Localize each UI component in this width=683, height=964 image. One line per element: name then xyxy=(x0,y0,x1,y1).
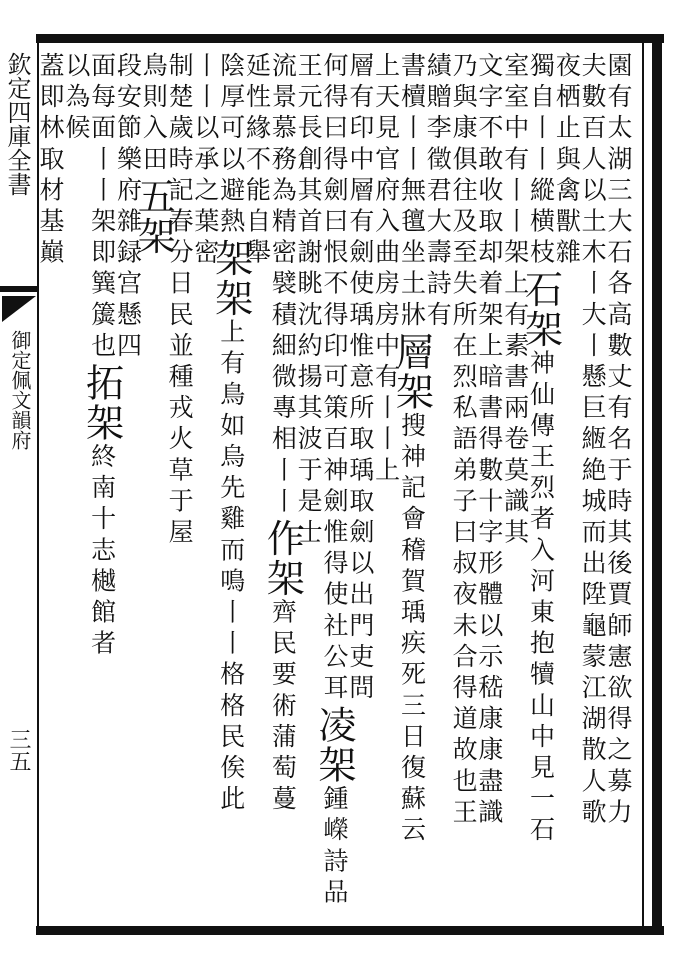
column-text: 陰厚可以避熱 xyxy=(216,52,246,239)
column-continuation: 搜神記會稽賀瑀疾死三日復蘇云 xyxy=(397,411,427,848)
column-continuation: 齊民要術蒲萄蔓 xyxy=(268,598,298,817)
column-text: 書櫝丨丨無氊坐土牀 xyxy=(397,52,427,332)
column-continuation: 終南十志樾館者 xyxy=(87,443,117,661)
column-text: 流景慕務為精密襞積細微專相丨丨 xyxy=(268,52,298,519)
column-text: 面每面丨丨架即簨簴也 xyxy=(87,52,117,363)
column-text: 乃與康俱往及至失所在烈私語弟子曰叔夜未合得道故也王 xyxy=(449,52,479,830)
top-border-rule xyxy=(36,34,664,43)
text-column xyxy=(31,52,69,922)
column-text: 獨自丨丨縱横枝 xyxy=(526,52,556,270)
column-text: 段安節樂府雜録宫懸四 xyxy=(113,52,143,363)
column-text: 丨丨以承之葉密 xyxy=(190,52,220,270)
entry-heading: 凌架 xyxy=(312,705,356,786)
entry-heading: 五架 xyxy=(131,176,176,257)
margin-title: 欽定四庫全書 xyxy=(3,52,31,196)
bottom-border-rule xyxy=(36,926,664,935)
column-text: 夫數百人以土木丨大丨懸巨緪絶城而出陞龜蒙江湖散人歌 xyxy=(578,52,608,830)
margin-subtitle: 御定佩文韻府 xyxy=(8,330,32,450)
column-text: 制楚歲時記春分日民並種戎火草于屋 xyxy=(165,52,195,550)
column-continuation: 神仙傳王烈者入河東抱犢山中見一石 xyxy=(526,349,556,848)
column-text: 上天見官府入曲房房中有丨丨上 xyxy=(371,52,401,488)
entry-heading: 拓架 xyxy=(79,363,124,443)
column-text: 室室中有丨丨架上有素書兩卷莫識其 xyxy=(500,52,530,550)
entry-heading: 架架 xyxy=(208,238,253,319)
column-text: 蓋即林取材基巔 xyxy=(36,52,65,270)
entry-heading: 層架 xyxy=(389,331,434,412)
entry-heading: 石架 xyxy=(518,269,563,350)
column-text: 延性緣不能自舉 xyxy=(242,52,272,270)
column-text: 園有太湖三大石各高數丈有名于時其後賈師憲欲得之募力 xyxy=(604,52,633,830)
entry-heading: 作架 xyxy=(260,518,305,599)
column-text: 鳥則入田 xyxy=(139,52,169,177)
column-text: 文字不敢收取却着架上暗書得數十字形體以示嵇康康盡識 xyxy=(474,52,504,830)
column-text: 以為候 xyxy=(61,52,91,146)
column-text: 王元長創其首謝眺沈約揚其波于是士 xyxy=(294,52,324,550)
column-text: 績贈李徵君大壽詩有 xyxy=(423,52,453,332)
column-continuation: 鍾嶸詩品 xyxy=(320,785,349,910)
folio-number: 三五 xyxy=(6,728,31,772)
column-text: 層有印中層有劍使瑀惟意所取瑀取劍以出門吏問 xyxy=(345,52,375,706)
right-border-rule xyxy=(652,34,662,935)
column-text: 何得曰得劍曰恨不得印可策百神劍惟得使社公耳 xyxy=(320,52,349,706)
right-inner-rule xyxy=(642,43,644,926)
column-continuation: 上有鳥如烏先雞而鳴丨丨格格民俟此 xyxy=(216,318,246,817)
column-text: 夜栖止與禽獸雜 xyxy=(552,52,582,270)
